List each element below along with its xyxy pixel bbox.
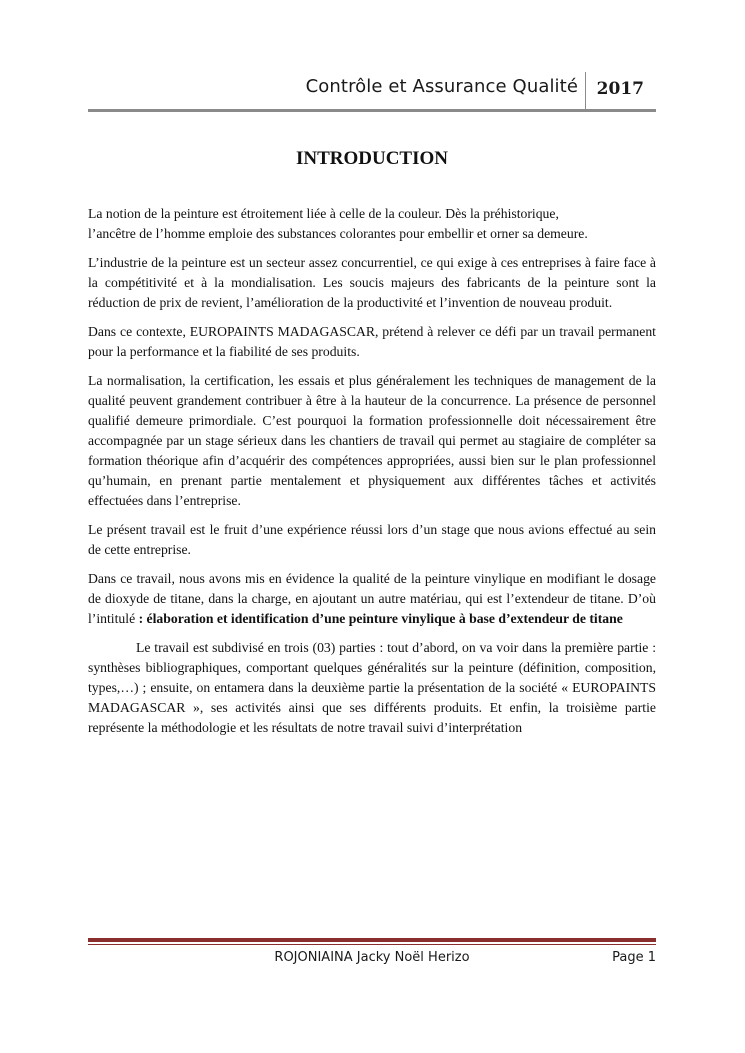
footer-rule-thin: [88, 944, 656, 945]
paragraph-1-line-1: La notion de la peinture est étroitement liée à celle de la couleur. Dès la préhistorique,: [88, 206, 559, 221]
footer-author: ROJONIAINA Jacky Noël Herizo: [274, 950, 470, 965]
document-body: [88, 204, 656, 747]
header-divider: [585, 72, 586, 110]
paragraph-1-line-2: l’ancêtre de l’homme emploie des substances colorantes pour embellir et orner sa demeure.: [88, 226, 588, 241]
paragraph-6-title: : élaboration et identification d’une peinture vinylique à base d’extendeur de titane: [138, 611, 623, 626]
header-title: Contrôle et Assurance Qualité: [305, 76, 578, 97]
paragraph-3: Dans ce contexte, EUROPAINTS MADAGASCAR, prétend à relever ce défi par un travail permanent pour la performance et la fiabilité de ses produits.: [88, 324, 656, 359]
paragraph-5: Le présent travail est le fruit d’une expérience réussi lors d’un stage que nous avions effectué au sein de cette entreprise.: [88, 522, 656, 557]
paragraph-2: L’industrie de la peinture est un secteur assez concurrentiel, ce qui exige à ces entreprises à faire face à la compétitivité et à la mondialisation. Les soucis majeurs des fabricants de la peinture sont la réduction de prix de revient, l’amélioration de la productivité et l’invention de nouveau produit.: [88, 255, 656, 310]
header-year: 2017: [596, 79, 644, 99]
paragraph-6: [88, 569, 656, 629]
paragraph-1: [88, 204, 656, 244]
page-number: Page 1: [612, 950, 656, 965]
page-header: [88, 72, 656, 112]
header-rule: [88, 109, 656, 112]
paragraph-7: Le travail est subdivisé en trois (03) parties : tout d’abord, on va voir dans la première partie : synthèses bibliographiques, comportant quelques généralités sur la peinture (définition, composition, types,…) ; ensuite, on entamera dans la deuxième partie la présentation de la société « EUROPAINTS MADAGASCAR », ses activités ainsi que ses différents produits. Et enfin, la troisième partie représente la méthodologie et les résultats de notre travail suivi d’interprétation: [88, 640, 656, 735]
footer-rule: [88, 938, 656, 942]
paragraph-6-text: Dans ce travail, nous avons mis en évidence la qualité de la peinture vinylique en modifiant le dosage de dioxyde de titane, dans la charge, en ajoutant un autre matériau, qui est l’extendeur de titane. D’où l’intitulé: [88, 571, 656, 626]
page-title: INTRODUCTION: [295, 148, 449, 169]
paragraph-4: La normalisation, la certification, les essais et plus généralement les techniques de management de la qualité peuvent grandement contribuer à être à la hauteur de la concurrence. La présence de personnel qualifié demeure primordiale. C’est pourquoi la formation professionnelle doit nécessairement être accompagnée par un stage sérieux dans les chantiers de travail qui permet au stagiaire de compléter sa formation théorique afin d’acquérir des compétences appropriées, aussi bien sur le plan professionnel qu’humain, en prenant partie mentalement et physiquement aux différentes tâches et activités effectuées dans l’entreprise.: [88, 373, 656, 508]
